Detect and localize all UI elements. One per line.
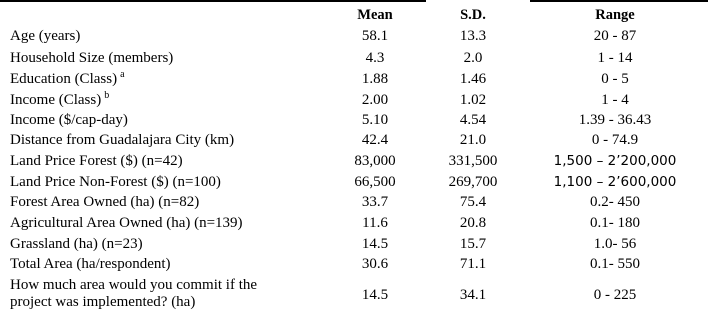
header-mean: Mean — [357, 7, 393, 23]
row-sd: 71.1 — [459, 256, 487, 272]
row-range: 1 - 4 — [601, 92, 629, 108]
row-mean: 58.1 — [361, 28, 389, 44]
row-label: Total Area (ha/respondent) — [10, 256, 171, 272]
row-sd: 21.0 — [459, 132, 487, 148]
row-sd: 2.0 — [463, 50, 483, 66]
row-mean: 42.4 — [361, 132, 389, 148]
row-label: Land Price Non-Forest ($) (n=100) — [10, 174, 221, 190]
row-label: Agricultural Area Owned (ha) (n=139) — [10, 215, 243, 231]
row-label-line: project was implemented? (ha) — [10, 294, 196, 310]
table-row — [0, 255, 708, 275]
row-label-line: How much area would you commit if the — [10, 277, 258, 293]
table-row — [0, 173, 708, 193]
row-range: 0 - 5 — [601, 71, 629, 87]
row-label: Distance from Guadalajara City (km) — [10, 132, 235, 148]
header-sd: S.D. — [460, 7, 486, 23]
row-label: Income ($/cap-day) — [10, 112, 128, 128]
row-sd: 20.8 — [459, 215, 487, 231]
row-label: Grassland (ha) (n=23) — [10, 236, 143, 252]
row-range: 0.1- 180 — [590, 215, 640, 231]
row-label: Forest Area Owned (ha) (n=82) — [10, 194, 200, 210]
row-label: Age (years) — [10, 28, 81, 44]
table-row — [0, 49, 708, 69]
row-mean: 14.5 — [361, 236, 389, 252]
row-range: 1,500 – 2’200,000 — [553, 153, 677, 169]
row-mean: 30.6 — [361, 256, 389, 272]
row-mean: 33.7 — [361, 194, 389, 210]
row-label: Land Price Forest ($) (n=42) — [10, 153, 183, 169]
row-sd: 1.02 — [459, 92, 487, 108]
table-row — [0, 214, 708, 234]
row-mean: 83,000 — [354, 153, 396, 169]
top-rule-left — [0, 0, 426, 2]
row-label — [10, 91, 109, 109]
row-label — [10, 277, 257, 311]
row-label — [10, 70, 125, 88]
row-range: 1.0- 56 — [593, 236, 637, 252]
table-row — [0, 91, 708, 111]
row-range: 0 - 225 — [593, 287, 637, 303]
row-sd: 13.3 — [459, 28, 487, 44]
row-sd: 15.7 — [459, 236, 487, 252]
row-range: 1.39 - 36.43 — [578, 112, 652, 128]
row-sd: 4.54 — [459, 112, 487, 128]
row-sd: 269,700 — [448, 174, 498, 190]
row-mean: 14.5 — [361, 287, 389, 303]
row-sd: 1.46 — [459, 71, 487, 87]
row-mean: 2.00 — [361, 92, 389, 108]
row-sd: 331,500 — [448, 153, 498, 169]
table-row — [0, 111, 708, 131]
top-rule-right — [530, 0, 708, 2]
row-range: 20 - 87 — [593, 28, 637, 44]
row-range: 0 - 74.9 — [591, 132, 639, 148]
header-range: Range — [595, 7, 635, 23]
row-range: 1 - 14 — [597, 50, 633, 66]
table-row — [0, 193, 708, 213]
row-range: 1,100 – 2’600,000 — [553, 174, 677, 190]
table-row — [0, 27, 708, 47]
row-mean: 1.88 — [361, 71, 389, 87]
row-label-text: Education (Class) — [10, 71, 118, 87]
row-range: 0.1- 550 — [590, 256, 640, 272]
row-sd: 34.1 — [459, 287, 487, 303]
row-label-text: Income (Class) — [10, 92, 102, 108]
row-label: Household Size (members) — [10, 50, 174, 66]
row-range: 0.2- 450 — [590, 194, 640, 210]
footnote-marker: b — [104, 90, 110, 101]
footnote-marker: a — [120, 69, 125, 80]
row-sd: 75.4 — [459, 194, 487, 210]
table-row — [0, 131, 708, 151]
row-mean: 5.10 — [361, 112, 389, 128]
table-row — [0, 152, 708, 172]
header-row — [0, 6, 708, 24]
table-row — [0, 277, 708, 312]
table-row — [0, 235, 708, 255]
row-mean: 11.6 — [362, 215, 388, 231]
row-mean: 66,500 — [354, 174, 396, 190]
row-mean: 4.3 — [365, 50, 385, 66]
table-row — [0, 70, 708, 90]
